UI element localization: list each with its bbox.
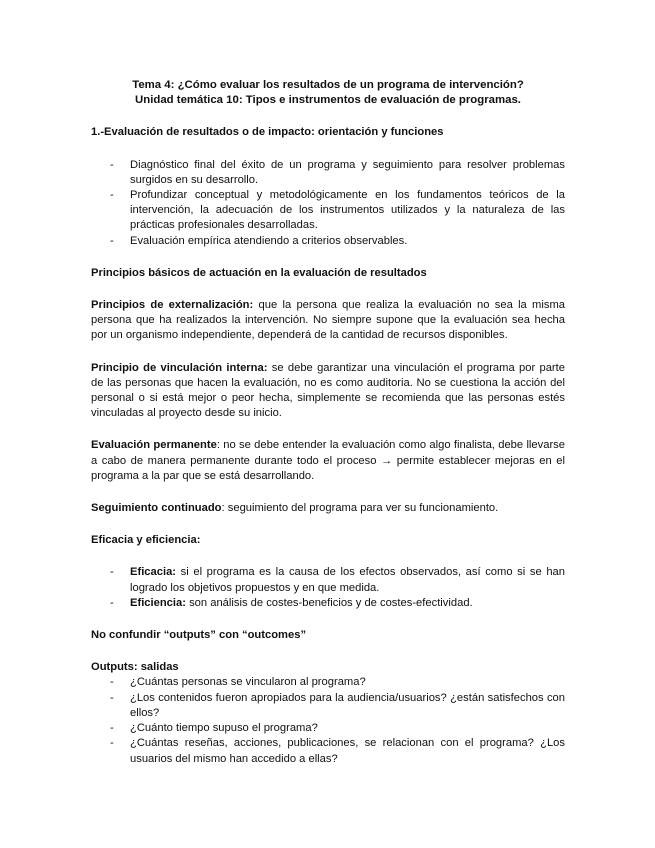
internal-linkage-paragraph (91, 361, 565, 422)
internal-linkage-label: Principio de vinculación interna: (91, 361, 268, 374)
list-item-text: Diagnóstico final del éxito de un programa y seguimiento para resolver problemas surgidos en su desarrollo. (130, 158, 565, 186)
principles-heading: Principios básicos de actuación en la evaluación de resultados (91, 266, 427, 279)
section1-bullet-list (91, 158, 565, 249)
list-item (91, 736, 565, 766)
dash-marker: - (110, 566, 114, 579)
followup-text: : seguimiento del programa para ver su funcionamiento. (221, 502, 499, 515)
efficiency-item-text: son análisis de costes-beneficios y de costes-efectividad. (185, 596, 473, 609)
efficacy-list (91, 565, 565, 611)
followup-paragraph (91, 501, 565, 516)
list-item (91, 596, 565, 611)
dash-marker: - (110, 596, 114, 609)
list-item-text: ¿Cuántas personas se vincularon al programa? (130, 676, 366, 689)
list-item-text: ¿Cuánto tiempo supuso el programa? (130, 722, 318, 735)
followup-label: Seguimiento continuado (91, 502, 222, 515)
document-body (91, 78, 565, 767)
permanent-evaluation-label: Evaluación permanente (91, 439, 217, 452)
list-item (91, 675, 565, 690)
efficiency-item-label: Eficiencia: (130, 596, 186, 609)
document-title-line2: Unidad temática 10: Tipos e instrumentos de evaluación de programas. (135, 94, 521, 107)
internal-linkage-text: se debe garantizar una vinculación el programa por parte de las personas que hacen la evaluación, no es como auditoria. No se cuestiona la acción del personal o si está mejor o peor hecha, simplemente se recomienda que las personas estés vinculadas al proyecto desde su inicio. (91, 361, 565, 420)
efficacy-item-text: si el programa es la causa de los efectos observados, así como si se han logrado los objetivos propuestos y en que medida. (130, 566, 565, 594)
list-item-text: ¿Los contenidos fueron apropiados para la audiencia/usuarios? ¿están satisfechos con ellos? (130, 691, 565, 719)
list-item (91, 691, 565, 721)
efficacy-item-label: Eficacia: (130, 566, 177, 579)
dash-marker: - (110, 189, 114, 202)
permanent-evaluation-text: : no se debe entender la evaluación como algo finalista, debe llevarse a cabo de manera permanente durante todo el proceso → permite establecer mejoras en el programa a la par que se está desarrollando. (91, 439, 566, 482)
externalization-paragraph (91, 298, 565, 344)
outputs-outcomes-heading: No confundir “outputs” con “outcomes” (91, 629, 307, 642)
dash-marker: - (110, 158, 114, 171)
list-item-text: ¿Cuántas reseñas, acciones, publicaciones, se relacionan con el programa? ¿Los usuarios del mismo han accedido a ellas? (130, 737, 565, 765)
list-item (91, 234, 565, 249)
dash-marker: - (110, 691, 114, 704)
outputs-list (91, 675, 565, 766)
section1-heading: 1.-Evaluación de resultados o de impacto: orientación y funciones (91, 126, 444, 139)
externalization-label: Principios de externalización: (91, 299, 254, 312)
list-item-text: Profundizar conceptual y metodológicamente en los fundamentos teóricos de la intervención, la adecuación de los instrumentos utilizados y la naturaleza de las prácticas profesionales desarrolladas. (130, 189, 565, 232)
outputs-subheading: Outputs: salidas (91, 661, 179, 674)
list-item (91, 565, 565, 595)
list-item (91, 721, 565, 736)
document-title-line1: Tema 4: ¿Cómo evaluar los resultados de un programa de intervención? (132, 79, 524, 91)
list-item-text: Evaluación empírica atendiendo a criterios observables. (130, 234, 408, 247)
list-item (91, 158, 565, 188)
externalization-text: que la persona que realiza la evaluación no sea la misma persona que ha realizados la intervención. No siempre supone que la evaluación sea hecha por un organismo independiente, dependerá de la cantidad de recursos disponibles. (91, 299, 565, 342)
dash-marker: - (110, 737, 114, 750)
permanent-evaluation-paragraph (91, 438, 565, 484)
dash-marker: - (110, 722, 114, 735)
efficacy-heading: Eficacia y eficiencia: (91, 534, 201, 547)
list-item (91, 188, 565, 234)
dash-marker: - (110, 676, 114, 689)
dash-marker: - (110, 234, 114, 247)
